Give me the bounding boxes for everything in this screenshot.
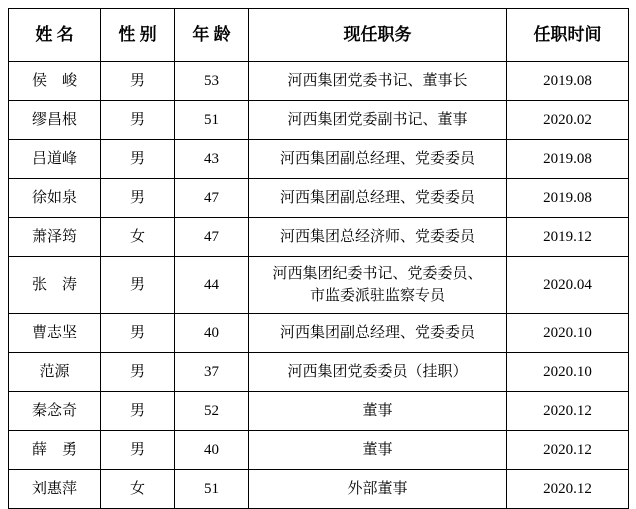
cell-age: 40: [175, 431, 249, 470]
table-row: [9, 218, 629, 257]
position-line: 外部董事: [347, 480, 408, 497]
cell-appointment-date: 2020.02: [507, 101, 629, 140]
cell-age: 53: [175, 62, 249, 101]
cell-sex: 男: [101, 257, 175, 314]
table-row: [9, 470, 629, 509]
cell-sex: 男: [101, 353, 175, 392]
cell-age: 52: [175, 392, 249, 431]
position-line: 董事: [362, 402, 393, 419]
cell-age: 44: [175, 257, 249, 314]
cell-name: 缪昌根: [9, 101, 101, 140]
cell-appointment-date: 2019.12: [507, 218, 629, 257]
cell-age: 47: [175, 179, 249, 218]
cell-appointment-date: 2019.08: [507, 179, 629, 218]
cell-position: [249, 314, 507, 353]
column-header-sex: 性 别: [101, 9, 175, 62]
position-line: 董事: [362, 441, 393, 458]
table-row: [9, 101, 629, 140]
cell-appointment-date: 2020.10: [507, 314, 629, 353]
cell-position: [249, 392, 507, 431]
cell-name: 薛 勇: [9, 431, 101, 470]
cell-appointment-date: 2020.04: [507, 257, 629, 314]
cell-sex: 男: [101, 140, 175, 179]
column-header-appointment-date: 任职时间: [507, 9, 629, 62]
personnel-roster-table: [8, 8, 629, 509]
cell-age: 40: [175, 314, 249, 353]
position-line: 河西集团纪委书记、党委委员、: [272, 265, 483, 282]
cell-age: 51: [175, 101, 249, 140]
table-row: [9, 62, 629, 101]
table-row: [9, 431, 629, 470]
position-line: 河西集团副总经理、党委委员: [279, 324, 475, 341]
cell-appointment-date: 2019.08: [507, 62, 629, 101]
cell-name: 萧泽筠: [9, 218, 101, 257]
cell-age: 37: [175, 353, 249, 392]
position-line: 市监委派驻监察专员: [309, 288, 445, 304]
column-header-age: 年 龄: [175, 9, 249, 62]
cell-age: 43: [175, 140, 249, 179]
cell-name: 侯 峻: [9, 62, 101, 101]
cell-sex: 男: [101, 392, 175, 431]
cell-position: [249, 431, 507, 470]
table-header: [9, 9, 629, 62]
cell-sex: 男: [101, 101, 175, 140]
cell-sex: 男: [101, 62, 175, 101]
table-row: [9, 314, 629, 353]
table-row: [9, 353, 629, 392]
cell-position: [249, 353, 507, 392]
table-row: [9, 140, 629, 179]
cell-position: [249, 218, 507, 257]
cell-name: 徐如泉: [9, 179, 101, 218]
cell-appointment-date: 2020.12: [507, 431, 629, 470]
table-row: [9, 179, 629, 218]
cell-name: 范源: [9, 353, 101, 392]
cell-appointment-date: 2020.12: [507, 392, 629, 431]
column-header-name: 姓 名: [9, 9, 101, 62]
column-header-position: 现任职务: [249, 9, 507, 62]
cell-age: 51: [175, 470, 249, 509]
position-line: 河西集团总经济师、党委委员: [279, 228, 475, 245]
cell-sex: 男: [101, 179, 175, 218]
cell-position: [249, 62, 507, 101]
cell-sex: 女: [101, 218, 175, 257]
cell-appointment-date: 2019.08: [507, 140, 629, 179]
cell-position: [249, 257, 507, 314]
cell-age: 47: [175, 218, 249, 257]
table-body: [9, 62, 629, 509]
position-line: 河西集团党委副书记、董事: [287, 111, 468, 128]
cell-appointment-date: 2020.12: [507, 470, 629, 509]
position-line: 河西集团副总经理、党委委员: [279, 150, 475, 167]
cell-sex: 女: [101, 470, 175, 509]
cell-appointment-date: 2020.10: [507, 353, 629, 392]
cell-position: [249, 179, 507, 218]
cell-position: [249, 101, 507, 140]
position-line: 河西集团党委委员（挂职）: [287, 363, 468, 380]
position-line: 河西集团党委书记、董事长: [287, 72, 468, 89]
table-row: [9, 257, 629, 314]
cell-sex: 男: [101, 431, 175, 470]
table-row: [9, 392, 629, 431]
position-line: 河西集团副总经理、党委委员: [279, 189, 475, 206]
cell-name: 张 涛: [9, 257, 101, 314]
table-header-row: [9, 9, 629, 62]
cell-name: 曹志坚: [9, 314, 101, 353]
cell-name: 秦念奇: [9, 392, 101, 431]
cell-name: 吕道峰: [9, 140, 101, 179]
cell-position: [249, 470, 507, 509]
cell-position: [249, 140, 507, 179]
cell-name: 刘惠萍: [9, 470, 101, 509]
cell-sex: 男: [101, 314, 175, 353]
